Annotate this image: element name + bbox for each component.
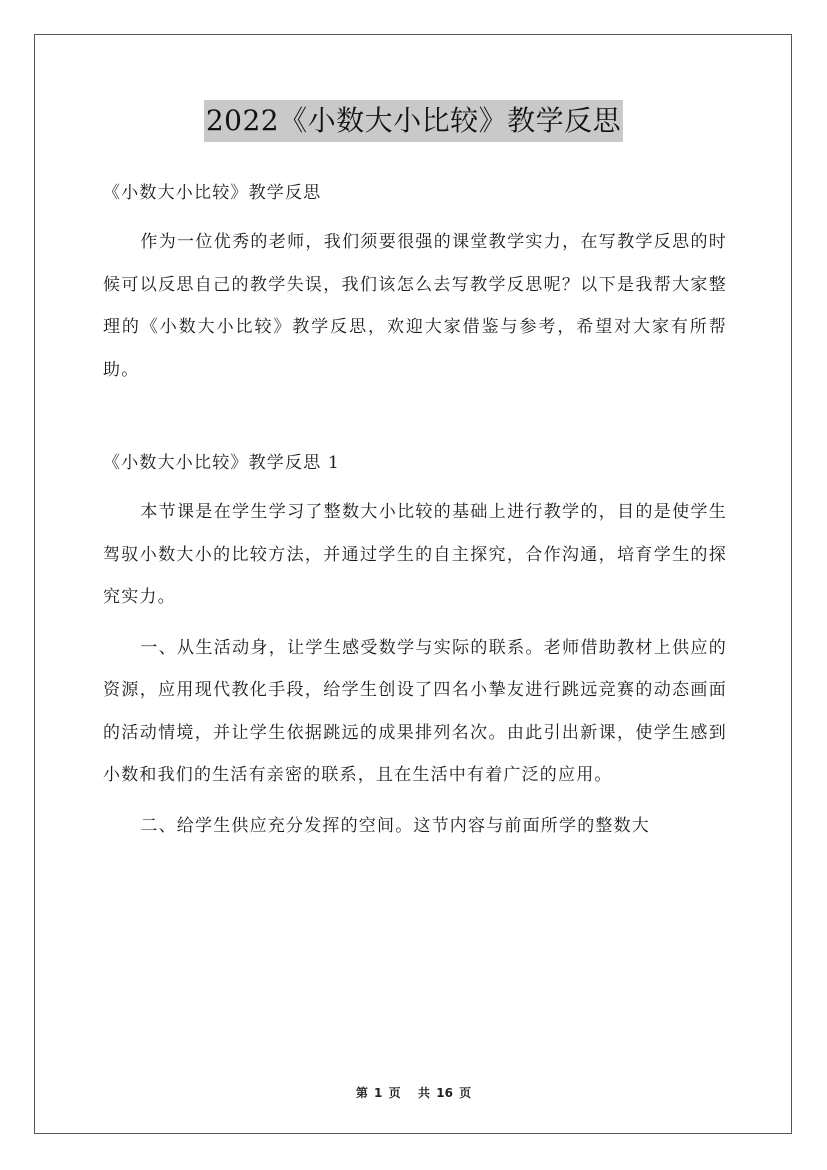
- body-paragraph: 本节课是在学生学习了整数大小比较的基础上进行教学的，目的是使学生驾驭小数大小的比较方法，并通过学生的自主探究，合作沟通，培育学生的探究实力。: [103, 502, 727, 607]
- body-paragraph: 二、给学生供应充分发挥的空间。这节内容与前面所学的整数大: [140, 815, 650, 836]
- intro-paragraph: 作为一位优秀的老师，我们须要很强的课堂教学实力，在写教学反思的时候可以反思自己的教学失误，我们该怎么去写教学反思呢？以下是我帮大家整理的《小数大小比较》教学反思，欢迎大家借鉴与参考，希望对大家有所帮助。: [103, 232, 727, 380]
- page-number: 第 1 页: [355, 1086, 401, 1100]
- document-subtitle: 《小数大小比较》教学反思: [103, 183, 322, 203]
- body-paragraph: 一、从生活动身，让学生感受数学与实际的联系。老师借助教材上供应的资源，应用现代教化手段，给学生创设了四名小摯友进行跳远竞赛的动态画面的活动情境，并让学生依据跳远的成果排列名次。由此引出新课，使学生感到小数和我们的生活有亲密的联系，且在生活中有着广泛的应用。: [103, 637, 727, 785]
- document-title: 2022《小数大小比较》教学反思: [204, 100, 623, 142]
- section-heading: 《小数大小比较》教学反思 1: [103, 453, 341, 473]
- page-footer: [0, 1084, 827, 1101]
- document-body: [103, 173, 727, 847]
- title-container: [0, 100, 827, 142]
- page-total: 共 16 页: [418, 1086, 472, 1100]
